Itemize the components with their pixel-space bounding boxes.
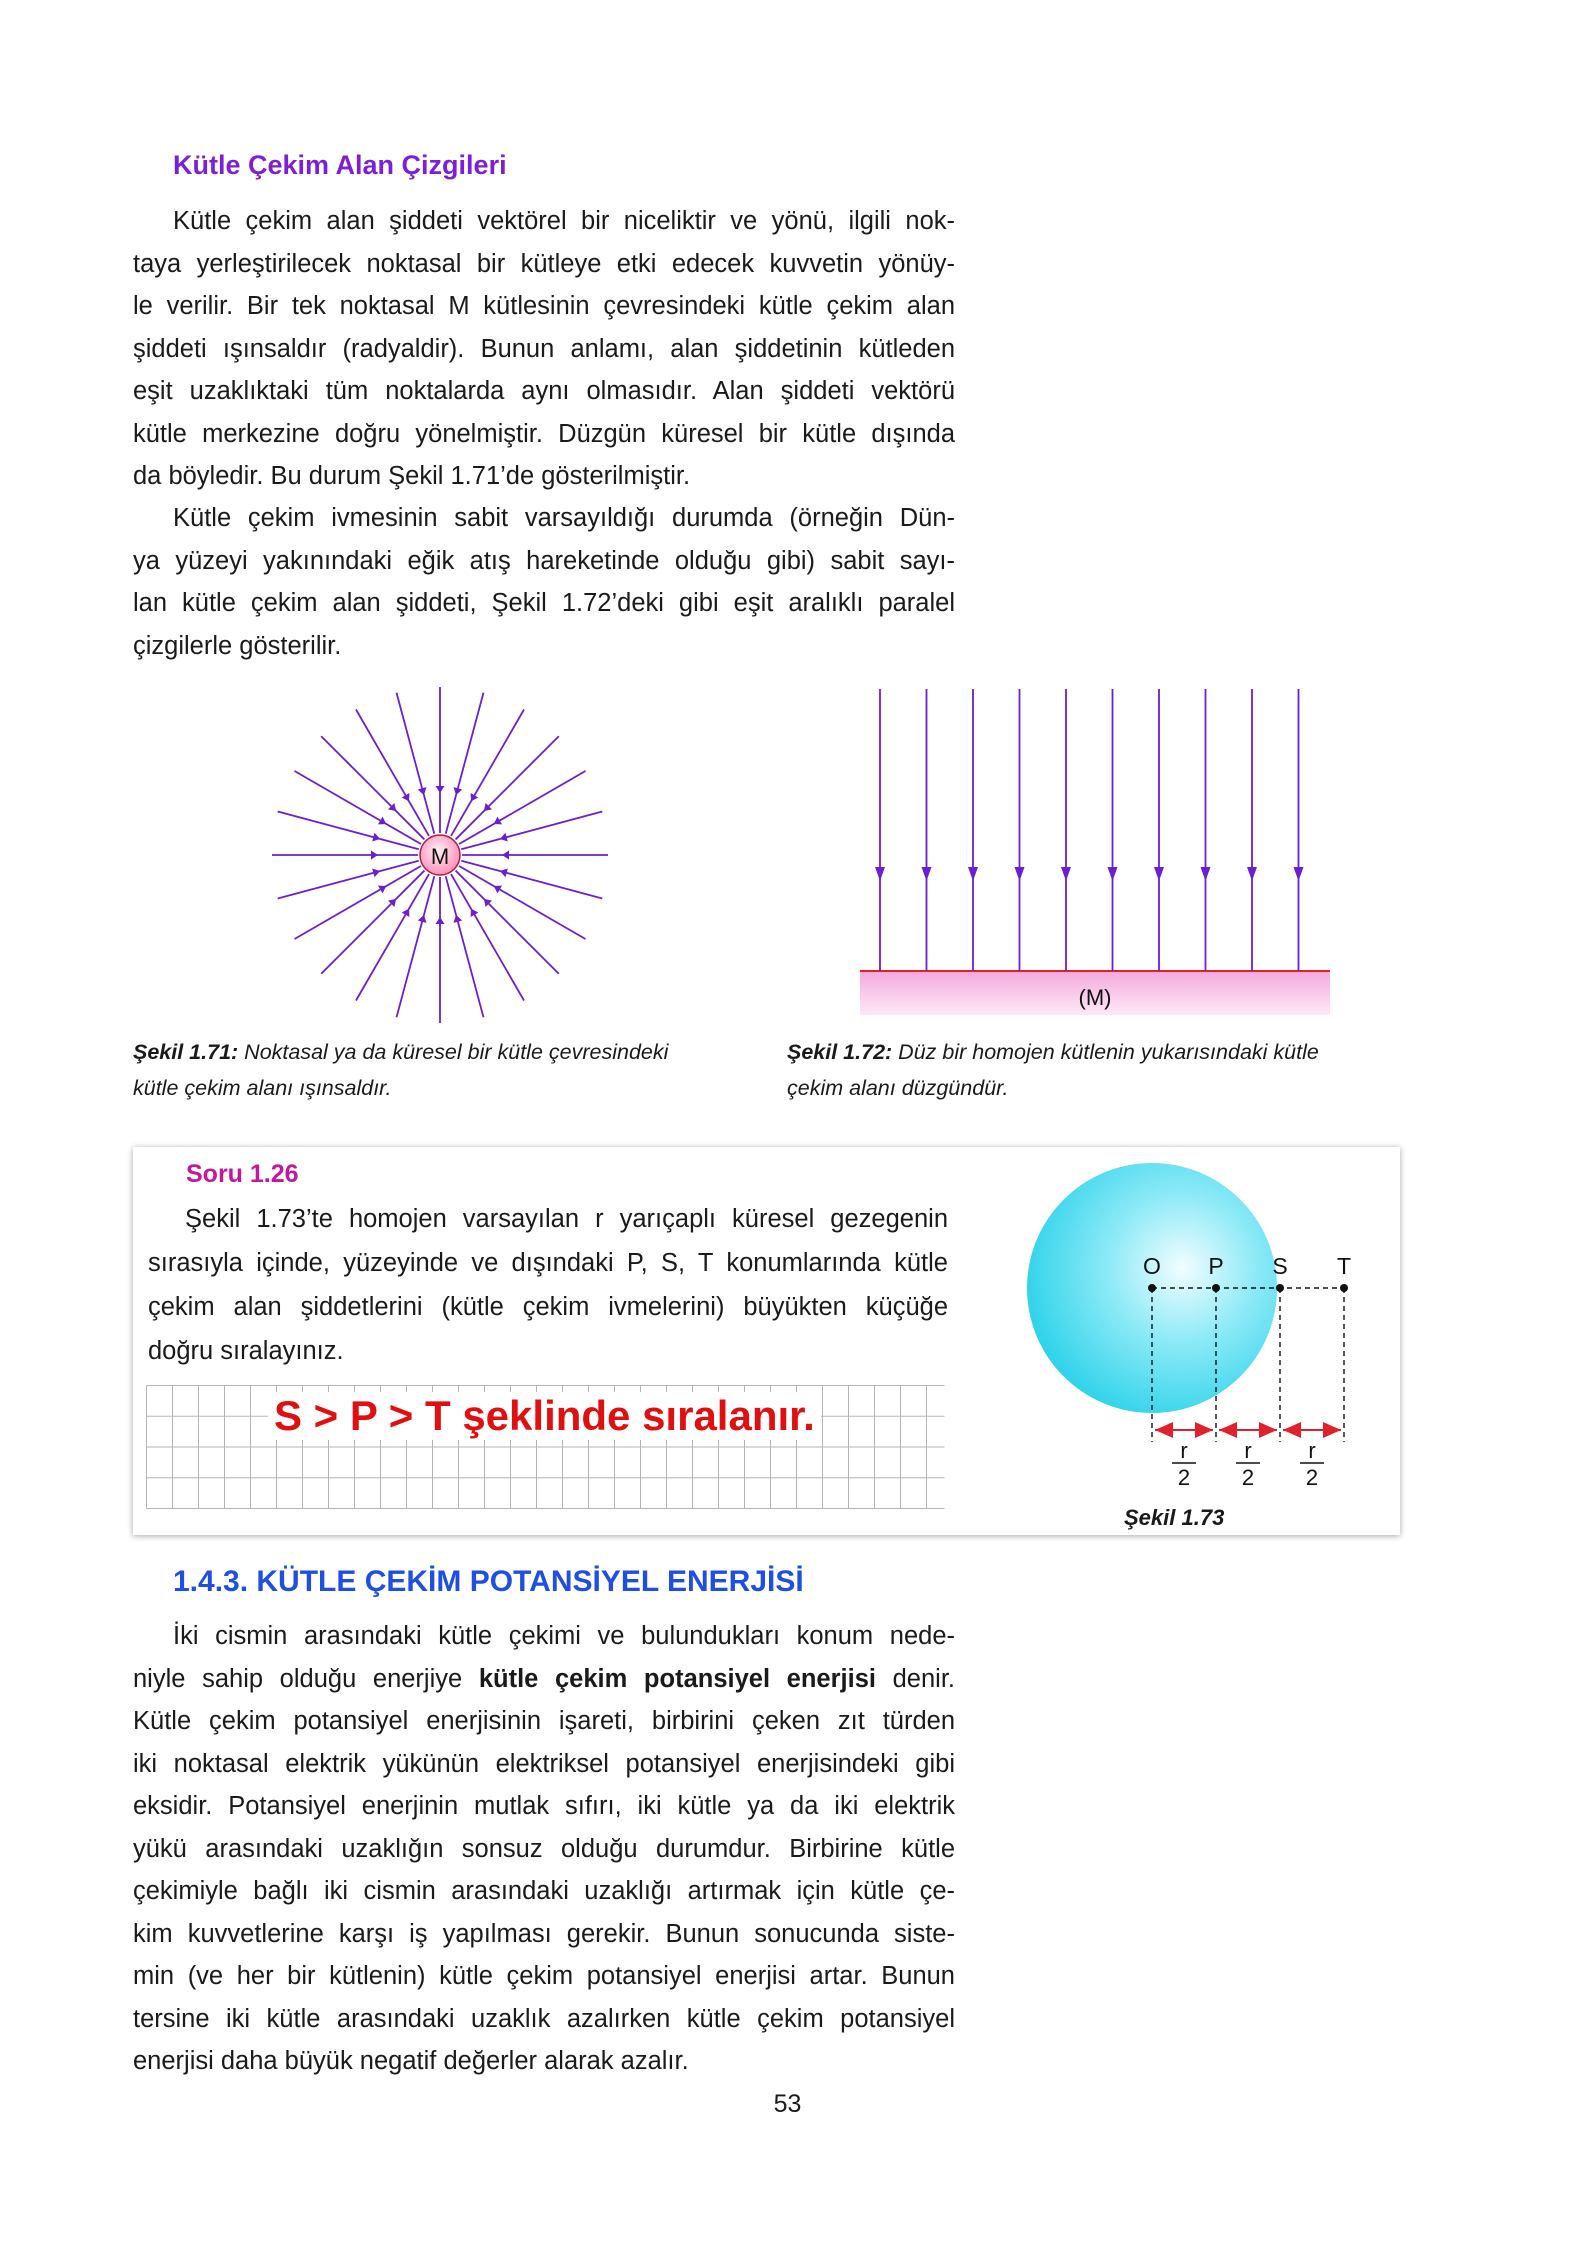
- figure-radial-field: [270, 685, 610, 1025]
- field-arrowhead: [1247, 867, 1257, 881]
- point-p: [1212, 1284, 1220, 1292]
- text-line: enerjisi daha büyük negatif değerler alarak azalır.: [133, 2047, 689, 2075]
- mass-label: M: [430, 844, 450, 869]
- text-line: Kütle çekim alan şiddeti vektörel bir niceliktir ve yönü, ilgili nok-: [173, 207, 955, 235]
- text-line: lan kütle çekim alan şiddeti, Şekil 1.72’deki gibi eşit aralıklı paralel: [133, 589, 955, 617]
- field-arrowhead: [875, 867, 885, 881]
- text-line: yükü arasındaki uzaklığın sonsuz olduğu durumdur. Birbirine kütle: [133, 1834, 955, 1863]
- caption-label: Şekil 1.72:: [787, 1040, 893, 1064]
- text-line: iki noktasal elektrik yükünün elektriksel potansiyel enerjisindeki gibi: [133, 1749, 955, 1778]
- field-arrowhead: [1015, 867, 1025, 881]
- page-number: 53: [773, 2090, 802, 2118]
- text-line: eksidir. Potansiyel enerjinin mutlak sıfırı, iki kütle ya da iki elektrik: [133, 1792, 955, 1820]
- text-line: da böyledir. Bu durum Şekil 1.71’de gösterilmiştir.: [133, 462, 691, 490]
- field-arrowhead: [922, 867, 932, 881]
- caption-text: Noktasal ya da küresel bir kütle çevresindeki: [238, 1040, 669, 1064]
- radial-field-line: [321, 736, 424, 839]
- text-line: Kütle çekim ivmesinin sabit varsayıldığı durumda (örneğin Dün-: [173, 504, 955, 532]
- text-line: doğru sıralayınız.: [148, 1337, 344, 1365]
- caption-text: Düz bir homojen kütlenin yukarısındaki kütle: [892, 1040, 1319, 1064]
- text-line: Şekil 1.73’te homojen varsayılan r yarıçaplı küresel gezegenin: [185, 1205, 948, 1233]
- text-line: kim kuvvetlerine karşı iş yapılması gerekir. Bunun sonucunda siste-: [133, 1919, 955, 1948]
- fraction-numerator: r: [1308, 1438, 1316, 1463]
- field-arrowhead: [1061, 867, 1071, 881]
- field-arrowhead: [372, 869, 380, 878]
- caption-fig-1-72: [787, 1034, 1427, 1106]
- field-arrowhead: [1108, 867, 1118, 881]
- text-line: tersine iki kütle arasındaki uzaklık azalırken kütle çekim potansiyel: [133, 2004, 955, 2033]
- text-line: ya yüzeyi yakınındaki eğik atış hareketinde olduğu gibi) sabit sayı-: [133, 546, 955, 575]
- radial-field-line: [456, 871, 559, 974]
- text-line: min (ve her bir kütlenin) kütle çekim potansiyel enerjisi artar. Bunun: [133, 1962, 955, 1990]
- parallel-field-lines: [875, 689, 1304, 971]
- text-line: kütle merkezine doğru yönelmiştir. Düzgün küresel bir kütle dışında: [133, 419, 955, 448]
- paragraph-uniform-field: [133, 497, 955, 667]
- caption-text: çekim alanı düzgündür.: [787, 1076, 1009, 1100]
- field-arrowhead: [454, 915, 463, 923]
- text-line: çekimiyle bağlı iki cismin arasındaki uzaklığı artırmak için kütle çe-: [133, 1877, 955, 1905]
- caption-label: Şekil 1.71:: [133, 1040, 239, 1064]
- text-line: [133, 1658, 955, 1701]
- paragraph-potential-energy: [133, 1615, 955, 2083]
- text-line: sırasıyla içinde, yüzeyinde ve dışındaki P, S, T konumlarında kütle: [148, 1249, 948, 1277]
- text-line: taya yerleştirilecek noktasal bir kütleye etki edecek kuvvetin yönüy-: [133, 249, 955, 278]
- text-line: çekim alan şiddetlerini (kütle çekim ivmelerini) büyükten küçüğe: [148, 1293, 948, 1321]
- field-arrowhead: [436, 786, 445, 793]
- field-arrowhead: [502, 851, 509, 860]
- field-arrowhead: [372, 833, 380, 842]
- field-arrowhead: [371, 851, 378, 860]
- caption-fig-1-73: Şekil 1.73: [1124, 1505, 1225, 1530]
- point-t: [1340, 1284, 1348, 1292]
- figure-uniform-field: [850, 685, 1340, 1025]
- field-arrowhead: [418, 787, 427, 795]
- text-segment: denir.: [875, 1664, 956, 1693]
- point-s: [1276, 1284, 1284, 1292]
- field-arrowhead: [500, 869, 508, 878]
- fraction-denominator: 2: [1177, 1465, 1191, 1490]
- field-arrowhead: [418, 915, 427, 923]
- field-arrowhead: [500, 833, 508, 842]
- field-arrowhead: [1201, 867, 1211, 881]
- label-o: O: [1143, 1253, 1161, 1279]
- fraction-denominator: 2: [1241, 1465, 1255, 1490]
- field-arrowhead: [436, 917, 445, 924]
- text-line: Kütle çekim potansiyel enerjisinin işareti, birbirini çeken zıt türden: [133, 1707, 955, 1735]
- section-title-field-lines: Kütle Çekim Alan Çizgileri: [173, 150, 507, 180]
- caption-fig-1-71: [133, 1034, 773, 1106]
- text-line: şiddeti ışınsaldır (radyaldir). Bunun anlamı, alan şiddetinin kütleden: [133, 334, 955, 363]
- field-arrowhead: [1154, 867, 1164, 881]
- label-p: P: [1208, 1253, 1224, 1279]
- fraction-numerator: r: [1244, 1438, 1252, 1463]
- question-text: [148, 1197, 948, 1373]
- paragraph-intro: [133, 200, 955, 498]
- answer-text: S > P > T şeklinde sıralanır.: [268, 1392, 821, 1440]
- text-segment: niyle sahip olduğu enerjiye: [133, 1664, 479, 1693]
- fraction-denominator: 2: [1305, 1465, 1319, 1490]
- field-arrowhead: [454, 787, 463, 795]
- text-line: le verilir. Bir tek noktasal M kütlesinin çevresindeki kütle çekim alan: [133, 292, 955, 320]
- fraction-numerator: r: [1180, 1438, 1188, 1463]
- question-title: Soru 1.26: [186, 1160, 299, 1188]
- figure-planet-positions: [1020, 1160, 1390, 1530]
- caption-text: kütle çekim alanı ışınsaldır.: [133, 1076, 392, 1100]
- label-s: S: [1272, 1253, 1288, 1279]
- radial-field-line: [456, 736, 559, 839]
- radial-field-line: [321, 871, 424, 974]
- point-o: [1148, 1284, 1156, 1292]
- key-term: kütle çekim potansiyel enerjisi: [478, 1664, 876, 1693]
- field-arrowhead: [968, 867, 978, 881]
- label-t: T: [1336, 1253, 1352, 1279]
- text-line: İki cismin arasındaki kütle çekimi ve bulundukları konum nede-: [173, 1622, 955, 1650]
- section-title-potential-energy: 1.4.3. KÜTLE ÇEKİM POTANSİYEL ENERJİSİ: [173, 1565, 804, 1598]
- text-line: eşit uzaklıktaki tüm noktalarda aynı olmasıdır. Alan şiddeti vektörü: [133, 377, 955, 405]
- text-line: çizgilerle gösterilir.: [133, 631, 342, 660]
- surface-mass-label: (M): [1078, 985, 1112, 1010]
- field-arrowhead: [1294, 867, 1304, 881]
